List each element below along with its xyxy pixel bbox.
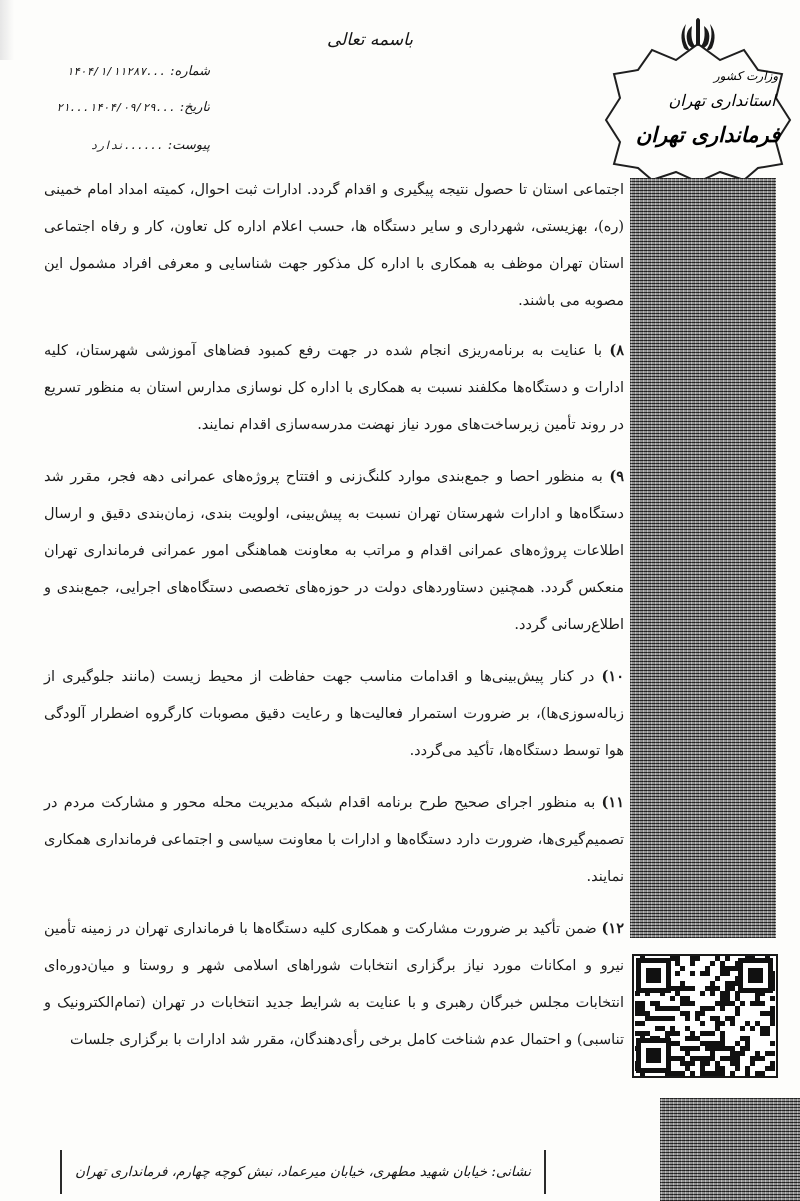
emblem-line-governorate: فرمانداری تهران <box>635 122 781 147</box>
paragraph-number: ۹) <box>609 468 625 485</box>
letter-date <box>0 100 210 115</box>
ministry-emblem-logo <box>596 14 800 182</box>
letter-number-label: شماره: <box>170 64 210 79</box>
emblem-line-ministry: وزارت کشور <box>713 69 779 83</box>
redacted-strip <box>630 178 776 938</box>
letter-number-value: ...۱۴۰۴/۱/۱۱۲۸۷ <box>66 65 167 78</box>
paragraph-text: با عنایت به برنامه‌ریزی انجام شده در جهت رفع کمبود فضاهای آموزشی شهرستان، کلیه ادارات و دستگاه‌ها مکلفند نسبت به همکاری با اداره کل نوسازی مدارس استان به منظور تسریع در روند تأمین زیرساخت‌های مورد نیاز نهضت مدرسه‌سازی اقدام نمایند. <box>44 343 624 433</box>
body-paragraph <box>44 784 624 896</box>
qr-code <box>632 954 778 1078</box>
emblem-line-province: استانداری تهران <box>668 91 776 110</box>
paragraph-number: ۱۲) <box>601 920 624 937</box>
paragraph-number: ۸) <box>609 342 625 359</box>
body-paragraph <box>44 910 624 1059</box>
body-paragraph <box>44 658 624 770</box>
paragraph-text: اجتماعی استان تا حصول نتیجه پیگیری و اقدام گردد. ادارات ثبت احوال، کمیته امداد امام خمینی (ره)، بهزیستی، شهرداری و سایر دستگاه ها، حسب اعلام اداره کل تعاون، کار و رفاه اجتماعی استان تهران موظف به همکاری با اداره کل مذکور جهت شناسایی و معرفی افراد مشمول این مصوبه می باشند. <box>44 182 624 309</box>
letter-body <box>44 172 624 1073</box>
emblem-icon <box>596 14 800 182</box>
footer-address: نشانی: خیابان شهید مطهری، خیابان میرعماد، نبش کوچه چهارم، فرمانداری تهران <box>60 1150 546 1194</box>
letter-date-value: ...۱۴۰۴/۰۹/۲۹...۲۱ <box>56 101 176 114</box>
paragraph-text: به منظور اجرای صحیح طرح برنامه اقدام شبکه مدیریت محله محور و مشارکت مردم در تصمیم‌گیری‌ها، ضرورت دارد دستگاه‌ها و ادارات با معاونت سیاسی و اجتماعی فرمانداری همکاری نمایند. <box>44 795 624 885</box>
letter-attachment <box>0 138 210 153</box>
paragraph-number: ۱۰) <box>601 668 624 685</box>
paragraph-text: به منظور احصا و جمع‌بندی موارد کلنگ‌زنی و افتتاح پروژه‌های عمرانی دهه فجر، مقرر شد دستگاه‌ها و ادارات شهرستان تهران نسبت به پیش‌بینی، اولویت بندی، زمان‌بندی دقیق و ارسال اطلاعات پروژه‌های عمرانی اقدام و مراتب به معاونت هماهنگی امور عمرانی فرمانداری تهران منعکس گردد. همچنین دستاوردهای دولت در حوزه‌های تخصصی دستگاه‌های اجرایی، جمع‌بندی و اطلاع‌رسانی گردد. <box>44 469 624 633</box>
letter-date-label: تاریخ: <box>179 100 210 115</box>
letter-number <box>0 64 210 79</box>
body-paragraph <box>44 172 624 320</box>
body-paragraph <box>44 332 624 444</box>
paragraph-text: در کنار پیش‌بینی‌ها و اقدامات مناسب جهت حفاظت از محیط زیست (مانند جلوگیری از زباله‌سوزی‌ها)، بر ضرورت استمرار فعالیت‌ها و رعایت دقیق مصوبات کارگروه اضطرار آلودگی هوا توسط دستگاه‌ها، تأکید می‌گردد. <box>44 669 624 759</box>
letter-attachment-value: ......ندارد <box>90 139 164 152</box>
paragraph-text: ضمن تأکید بر ضرورت مشارکت و همکاری کلیه دستگاه‌ها با فرمانداری تهران در زمینه تأمین نیرو و امکانات مورد نیاز برگزاری انتخابات شوراهای اسلامی شهر و روستا و میان‌دوره‌ای انتخابات مجلس خبرگان رهبری و با عنایت به شرایط جدید انتخابات در تهران (تمام‌الکترونیک و تناسبی) و احتمال عدم شناخت کامل برخی رأی‌دهندگان، مقرر شد ادارات با برگزاری جلسات <box>44 921 624 1048</box>
scan-edge-artifact <box>0 0 14 60</box>
basmala-heading: باسمه تعالی <box>327 30 413 50</box>
body-paragraph <box>44 458 624 644</box>
qr-code-icon <box>634 956 776 1076</box>
letter-attachment-label: پیوست: <box>167 138 210 153</box>
paragraph-number: ۱۱) <box>601 794 624 811</box>
redacted-strip-bottom <box>660 1098 800 1201</box>
